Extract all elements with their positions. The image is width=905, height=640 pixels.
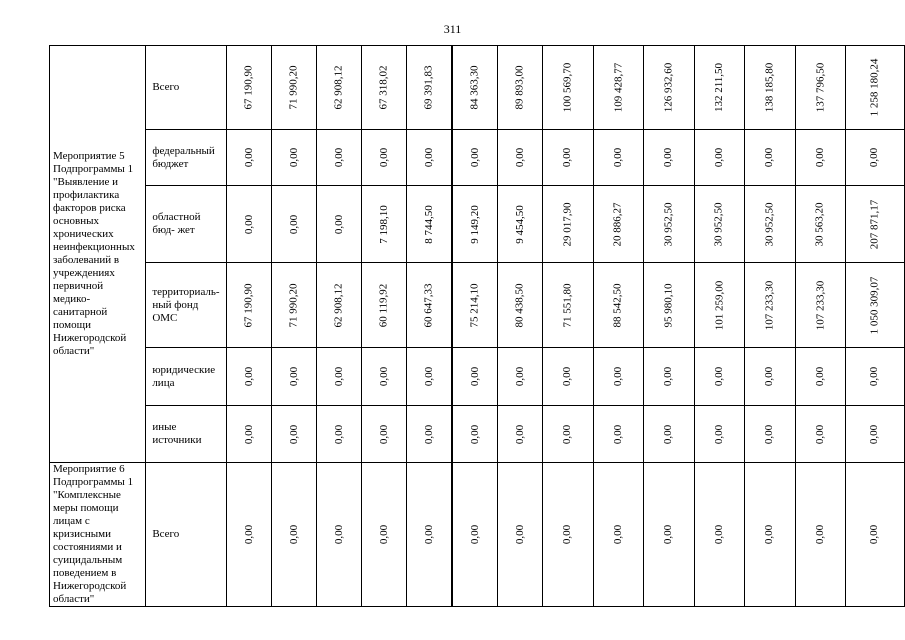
value-text: 0,00 (868, 147, 881, 168)
value-cell (452, 263, 498, 348)
value-text: 71 990,20 (287, 283, 300, 327)
activity-title: Мероприятие 6 Подпрограммы 1 "Комплексные меры помощи лицам с кризисными состояниями и суицидальным поведением в Нижегородской области" (50, 463, 146, 607)
value-text: 107 233,30 (813, 280, 826, 330)
value-cell (452, 406, 498, 463)
value-text: 0,00 (422, 524, 435, 545)
value-text: 0,00 (468, 147, 481, 168)
value-text: 0,00 (813, 424, 826, 444)
value-text: 0,00 (287, 147, 300, 168)
value-cell (694, 463, 745, 607)
value-text: 0,00 (763, 524, 776, 545)
value-text: 0,00 (513, 147, 526, 168)
value-cell (317, 186, 362, 263)
value-cell (227, 406, 272, 463)
value-cell (407, 263, 453, 348)
value-cell (745, 130, 796, 186)
value-cell (452, 348, 498, 406)
value-text: 0,00 (868, 366, 881, 387)
value-text: 107 233,30 (763, 280, 776, 330)
value-text: 0,00 (813, 524, 826, 545)
value-cell (498, 463, 543, 607)
value-cell (362, 348, 407, 406)
value-cell (227, 463, 272, 607)
value-text: 0,00 (242, 214, 255, 234)
value-text: 0,00 (468, 366, 481, 387)
value-text: 0,00 (377, 366, 390, 387)
table-row (50, 406, 905, 463)
value-cell (846, 348, 905, 406)
value-cell (745, 46, 796, 130)
table-row (50, 46, 905, 130)
value-text: 84 363,30 (468, 65, 481, 110)
value-text: 0,00 (813, 147, 826, 168)
value-cell (795, 348, 846, 406)
value-cell (272, 406, 317, 463)
value-cell (452, 46, 498, 130)
value-text: 7 198,10 (377, 204, 390, 244)
value-cell (317, 263, 362, 348)
value-text: 67 190,90 (242, 65, 255, 110)
value-text: 0,00 (332, 147, 345, 168)
value-text: 126 932,60 (662, 62, 675, 113)
value-text: 0,00 (561, 424, 574, 444)
value-text: 0,00 (287, 214, 300, 234)
value-cell (846, 406, 905, 463)
value-cell (407, 46, 453, 130)
value-cell (227, 46, 272, 130)
value-text: 0,00 (287, 366, 300, 387)
value-text: 30 952,50 (763, 202, 776, 246)
value-text: 0,00 (662, 147, 675, 168)
value-text: 100 569,70 (561, 62, 574, 113)
value-text: 1 050 309,07 (868, 276, 881, 334)
value-cell (498, 263, 543, 348)
value-cell (795, 130, 846, 186)
table-row (50, 348, 905, 406)
value-cell (362, 263, 407, 348)
value-text: 9 149,20 (468, 204, 481, 244)
value-cell (694, 46, 745, 130)
value-text: 0,00 (712, 524, 725, 545)
value-text: 101 259,00 (712, 280, 725, 330)
value-text: 0,00 (513, 524, 526, 545)
value-cell (272, 263, 317, 348)
value-cell (272, 130, 317, 186)
value-text: 0,00 (422, 366, 435, 387)
funding-source: федеральный бюджет (146, 130, 227, 186)
value-cell (498, 186, 543, 263)
page-number: 311 (443, 22, 462, 36)
value-cell (644, 263, 695, 348)
value-cell (593, 130, 644, 186)
value-cell (745, 186, 796, 263)
value-cell (317, 348, 362, 406)
value-text: 20 886,27 (611, 202, 624, 246)
value-text: 88 542,50 (611, 283, 624, 327)
value-cell (272, 46, 317, 130)
value-text: 0,00 (242, 424, 255, 444)
value-cell (593, 348, 644, 406)
value-cell (795, 46, 846, 130)
value-cell (745, 463, 796, 607)
value-cell (317, 46, 362, 130)
value-text: 30 952,50 (662, 202, 675, 246)
value-cell (227, 186, 272, 263)
value-text: 29 017,90 (561, 202, 574, 246)
value-cell (593, 463, 644, 607)
value-text: 0,00 (611, 524, 624, 545)
funding-source: территориаль- ный фонд ОМС (146, 263, 227, 348)
value-text: 0,00 (332, 366, 345, 387)
value-cell (846, 46, 905, 130)
value-text: 75 214,10 (468, 283, 481, 327)
value-text: 89 893,00 (513, 65, 526, 110)
value-text: 0,00 (813, 366, 826, 387)
value-text: 0,00 (611, 147, 624, 168)
value-text: 80 438,50 (513, 283, 526, 327)
value-cell (498, 46, 543, 130)
funding-source: юридические лица (146, 348, 227, 406)
value-cell (543, 130, 594, 186)
value-text: 0,00 (712, 147, 725, 168)
value-cell (407, 348, 453, 406)
value-text: 0,00 (332, 214, 345, 234)
value-cell (272, 186, 317, 263)
value-cell (452, 186, 498, 263)
value-cell (362, 130, 407, 186)
table-row (50, 130, 905, 186)
funding-source: иные источники (146, 406, 227, 463)
value-text: 30 952,50 (712, 202, 725, 246)
value-text: 0,00 (561, 366, 574, 387)
value-text: 71 990,20 (287, 65, 300, 110)
table-row (50, 263, 905, 348)
value-text: 0,00 (468, 424, 481, 444)
funding-source: Всего (146, 463, 227, 607)
value-cell (227, 348, 272, 406)
value-cell (644, 348, 695, 406)
value-cell (543, 406, 594, 463)
value-cell (846, 186, 905, 263)
value-text: 0,00 (662, 524, 675, 545)
value-text: 62 908,12 (332, 283, 345, 327)
value-cell (227, 263, 272, 348)
value-text: 0,00 (763, 424, 776, 444)
table-row (50, 186, 905, 263)
value-text: 0,00 (763, 366, 776, 387)
value-text: 0,00 (332, 524, 345, 545)
value-cell (644, 130, 695, 186)
value-cell (362, 406, 407, 463)
value-cell (795, 263, 846, 348)
value-text: 71 551,80 (561, 283, 574, 327)
value-text: 0,00 (868, 524, 881, 545)
value-text: 0,00 (611, 424, 624, 444)
value-text: 0,00 (513, 424, 526, 444)
value-cell (745, 348, 796, 406)
value-cell (452, 463, 498, 607)
value-cell (644, 463, 695, 607)
value-cell (362, 46, 407, 130)
value-cell (644, 406, 695, 463)
value-cell (543, 348, 594, 406)
value-cell (272, 463, 317, 607)
value-text: 0,00 (868, 424, 881, 444)
value-text: 0,00 (763, 147, 776, 168)
value-cell (795, 406, 846, 463)
value-cell (846, 463, 905, 607)
value-cell (694, 263, 745, 348)
value-text: 0,00 (561, 147, 574, 168)
table-row (50, 463, 905, 607)
value-cell (795, 463, 846, 607)
value-text: 137 796,50 (813, 62, 826, 113)
value-text: 0,00 (287, 424, 300, 444)
value-text: 62 908,12 (332, 65, 345, 110)
value-cell (543, 463, 594, 607)
value-text: 9 454,50 (513, 204, 526, 244)
value-text: 0,00 (561, 524, 574, 545)
value-cell (362, 186, 407, 263)
value-cell (362, 463, 407, 607)
value-cell (407, 130, 453, 186)
value-text: 67 318,02 (377, 65, 390, 110)
value-cell (593, 263, 644, 348)
value-text: 0,00 (662, 424, 675, 444)
value-cell (317, 406, 362, 463)
value-cell (498, 348, 543, 406)
value-cell (694, 406, 745, 463)
value-text: 0,00 (332, 424, 345, 444)
value-cell (593, 46, 644, 130)
activity-title: Мероприятие 5 Подпрограммы 1 "Выявление и профилактика факторов риска основных хронических неинфекционных заболеваний в учреждениях первичной медико-санитарной помощи Нижегородской области" (50, 46, 146, 463)
value-cell (694, 348, 745, 406)
value-cell (694, 186, 745, 263)
value-text: 0,00 (468, 524, 481, 545)
value-cell (846, 263, 905, 348)
value-cell (543, 46, 594, 130)
value-text: 0,00 (662, 366, 675, 387)
value-text: 1 258 180,24 (868, 58, 881, 117)
value-text: 0,00 (712, 424, 725, 444)
funding-source: областной бюд- жет (146, 186, 227, 263)
value-text: 138 185,80 (763, 62, 776, 113)
value-cell (795, 186, 846, 263)
value-text: 95 980,10 (662, 283, 675, 327)
value-cell (846, 130, 905, 186)
value-cell (227, 130, 272, 186)
value-cell (317, 130, 362, 186)
value-cell (644, 186, 695, 263)
value-text: 0,00 (422, 424, 435, 444)
value-text: 0,00 (377, 424, 390, 444)
value-cell (543, 186, 594, 263)
budget-table (49, 45, 905, 607)
value-cell (407, 406, 453, 463)
value-text: 0,00 (712, 366, 725, 387)
value-text: 69 391,83 (422, 65, 435, 110)
value-text: 0,00 (242, 366, 255, 387)
value-text: 8 744,50 (422, 204, 435, 244)
value-cell (644, 46, 695, 130)
value-cell (407, 463, 453, 607)
value-text: 109 428,77 (611, 62, 624, 113)
value-cell (452, 130, 498, 186)
value-cell (745, 263, 796, 348)
value-text: 60 119,92 (377, 283, 390, 327)
value-text: 0,00 (287, 524, 300, 545)
value-cell (745, 406, 796, 463)
value-text: 207 871,17 (868, 199, 881, 249)
value-text: 30 563,20 (813, 202, 826, 246)
funding-source: Всего (146, 46, 227, 130)
value-cell (407, 186, 453, 263)
value-text: 67 190,90 (242, 283, 255, 327)
value-text: 0,00 (422, 147, 435, 168)
value-text: 0,00 (377, 524, 390, 545)
value-cell (498, 130, 543, 186)
value-cell (272, 348, 317, 406)
value-cell (694, 130, 745, 186)
value-cell (317, 463, 362, 607)
value-cell (543, 263, 594, 348)
value-text: 60 647,33 (422, 283, 435, 327)
value-cell (593, 186, 644, 263)
value-text: 0,00 (513, 366, 526, 387)
value-text: 0,00 (242, 524, 255, 545)
value-text: 0,00 (377, 147, 390, 168)
value-cell (498, 406, 543, 463)
value-cell (593, 406, 644, 463)
value-text: 0,00 (242, 147, 255, 168)
value-text: 0,00 (611, 366, 624, 387)
value-text: 132 211,50 (712, 62, 725, 113)
